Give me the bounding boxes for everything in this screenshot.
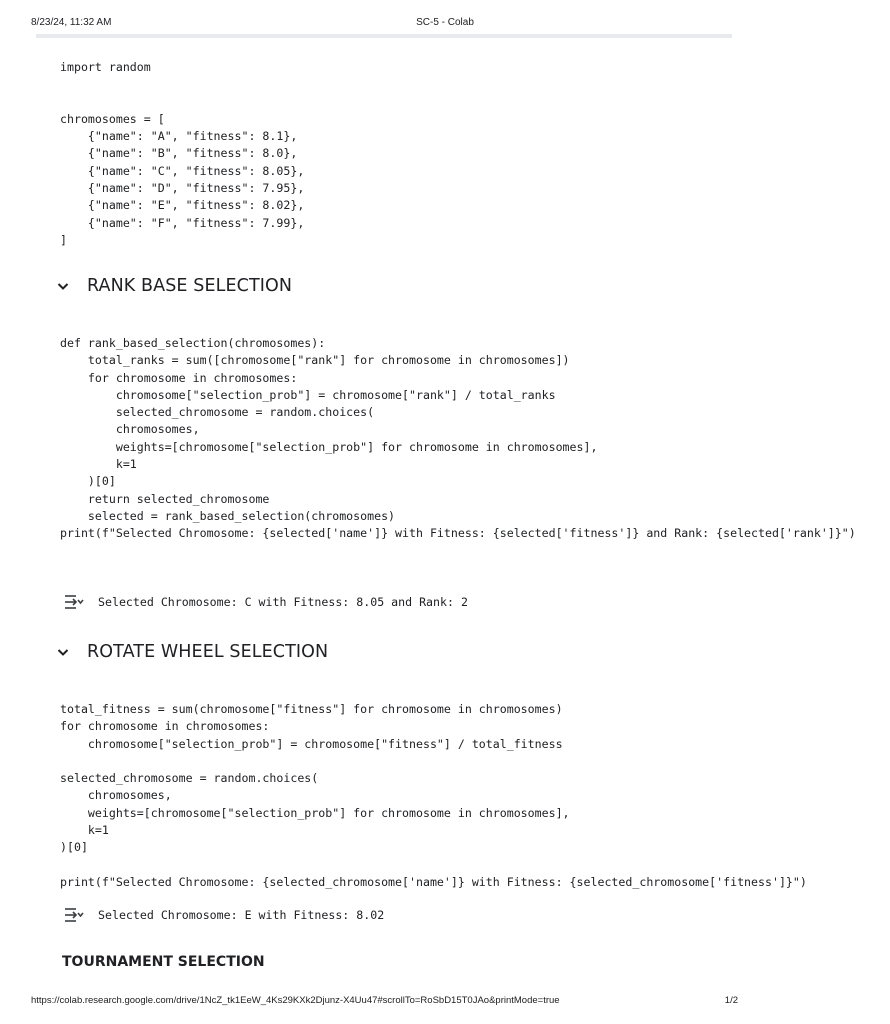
- section-heading-rank[interactable]: [56, 276, 292, 296]
- output-arrow-icon[interactable]: [62, 906, 86, 924]
- code-cell-wheel-selection[interactable]: total_fitness = sum(chromosome["fitness"] for chromosome in chromosomes) for chromosome in chromosomes: chromosome["selection_prob"] = chromosome["fitness"] / total_fitness selected_chromosome = random.choices( chromosomes, weights=[chromosome["selection_prob"] for chromosome in chromosomes], k=1 )[0] print(f"Selected Chromosome: {selected_chromosome['name']} with Fitness: {selected_chromosome['fitness']}"): [60, 702, 807, 889]
- section-title-wheel: ROTATE WHEEL SELECTION: [87, 642, 329, 662]
- section-heading-tournament[interactable]: TOURNAMENT SELECTION: [62, 954, 265, 970]
- top-divider: [36, 34, 732, 38]
- output-text-rank: Selected Chromosome: C with Fitness: 8.05 and Rank: 2: [98, 595, 468, 609]
- page-number: 1/2: [724, 995, 738, 1006]
- code-cell-rank-selection[interactable]: def rank_based_selection(chromosomes): total_ranks = sum([chromosome["rank"] for chromosome in chromosomes]) for chromosome in chromosomes: chromosome["selection_prob"] = chromosome["rank"] / total_ranks selected_chromosome = random.choices( chromosomes, weights=[chromosome["selection_prob"] for chromosome in chromosomes], k=1 )[0] return selected_chromosome selected = rank_based_selection(chromosomes) print(f"Selected Chromosome: {selected['name']} with Fitness: {selected['fitness']} and Rank: {selected['rank']}"): [60, 336, 856, 541]
- print-header: [0, 0, 768, 34]
- output-rank-selection: [62, 593, 468, 611]
- section-heading-wheel[interactable]: [56, 642, 328, 662]
- output-text-wheel: Selected Chromosome: E with Fitness: 8.02: [98, 908, 385, 922]
- print-datetime: 8/23/24, 11:32 AM: [31, 17, 112, 28]
- output-arrow-icon[interactable]: [62, 593, 86, 611]
- print-page-title: SC-5 - Colab: [416, 17, 474, 28]
- output-wheel-selection: [62, 906, 384, 924]
- chevron-down-icon[interactable]: [56, 645, 70, 659]
- chevron-down-icon[interactable]: [56, 279, 70, 293]
- section-title-rank: RANK BASE SELECTION: [87, 276, 293, 296]
- print-url: https://colab.research.google.com/drive/1NcZ_tk1EeW_4Ks29KXk2Djunz-X4Uu47#scrollTo=RoSbD15T0JAo&printMode=true: [31, 995, 560, 1006]
- code-cell-imports[interactable]: import random chromosomes = [ {"name": "A", "fitness": 8.1}, {"name": "B", "fitness": 8.0}, {"name": "C", "fitness": 8.05}, {"name": "D", "fitness": 7.95}, {"name": "E", "fitness": 8.02}, {"name": "F", "fitness": 7.99}, ]: [60, 60, 305, 247]
